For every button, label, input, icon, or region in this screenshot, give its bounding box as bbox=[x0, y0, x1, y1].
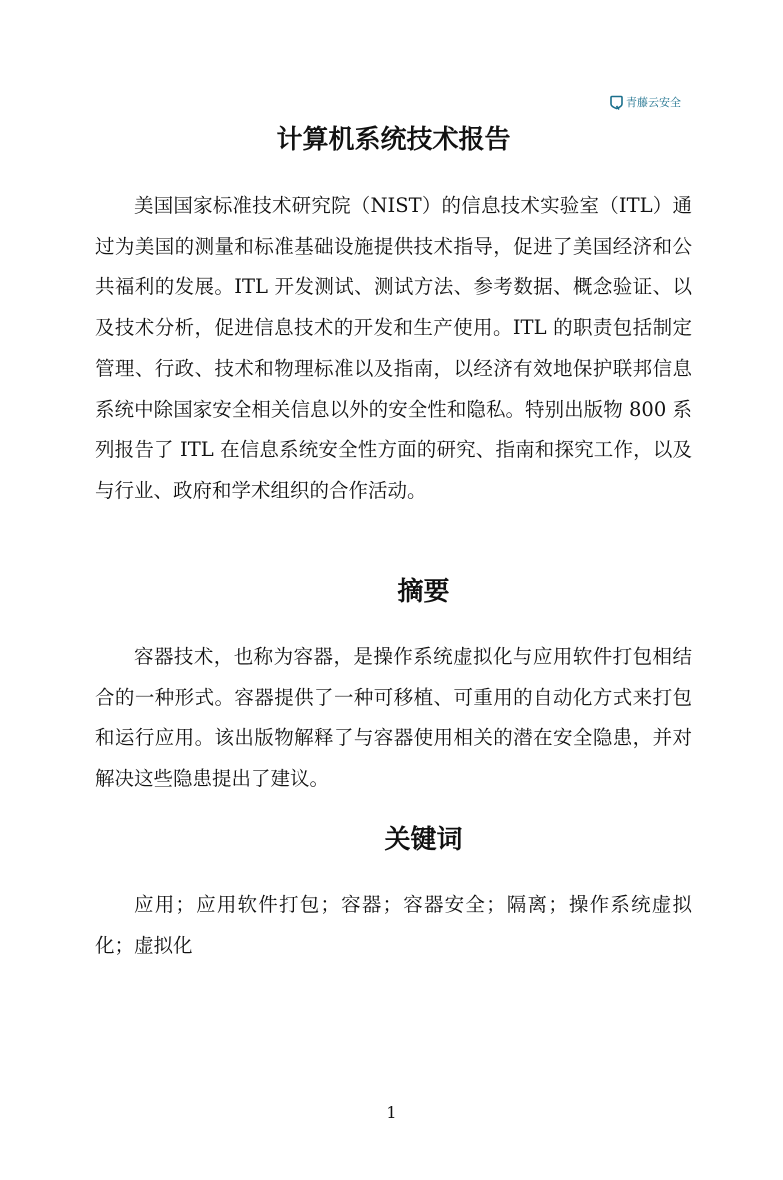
shield-q-icon bbox=[610, 95, 623, 110]
document-title: 计算机系统技术报告 bbox=[276, 125, 511, 155]
abstract-paragraph: 容器技术，也称为容器，是操作系统虚拟化与应用软件打包相结合的一种形式。容器提供了一种可移植、可重用的自动化方式来打包和运行应用。该出版物解释了与容器使用相关的潜在安全隐患，并对解决这些隐患提出了建议。 bbox=[95, 645, 692, 791]
keywords-paragraph: 应用；应用软件打包；容器；容器安全；隔离；操作系统虚拟化；虚拟化 bbox=[95, 893, 692, 957]
keywords-heading: 关键词 bbox=[384, 825, 463, 855]
abstract-heading: 摘要 bbox=[397, 577, 450, 607]
page-number: 1 bbox=[386, 1103, 397, 1122]
intro-paragraph: 美国国家标准技术研究院（NIST）的信息技术实验室（ITL）通过为美国的测量和标准基础设施提供技术指导，促进了美国经济和公共福利的发展。ITL 开发测试、测试方法、参考数据、概念验证、以及技术分析，促进信息技术的开发和生产使用。ITL 的职责包括制定管理、行政、技术和物理标准以及指南，以经济有效地保护联邦信息系统中除国家安全相关信息以外的安全性和隐私。特别出版物 800 系列报告了 ITL 在信息系统安全性方面的研究、指南和探究工作，以及与行业、政府和学术组织的合作活动。 bbox=[95, 194, 692, 502]
brand-logo bbox=[610, 94, 681, 110]
brand-logo-text: 青藤云安全 bbox=[626, 96, 681, 109]
